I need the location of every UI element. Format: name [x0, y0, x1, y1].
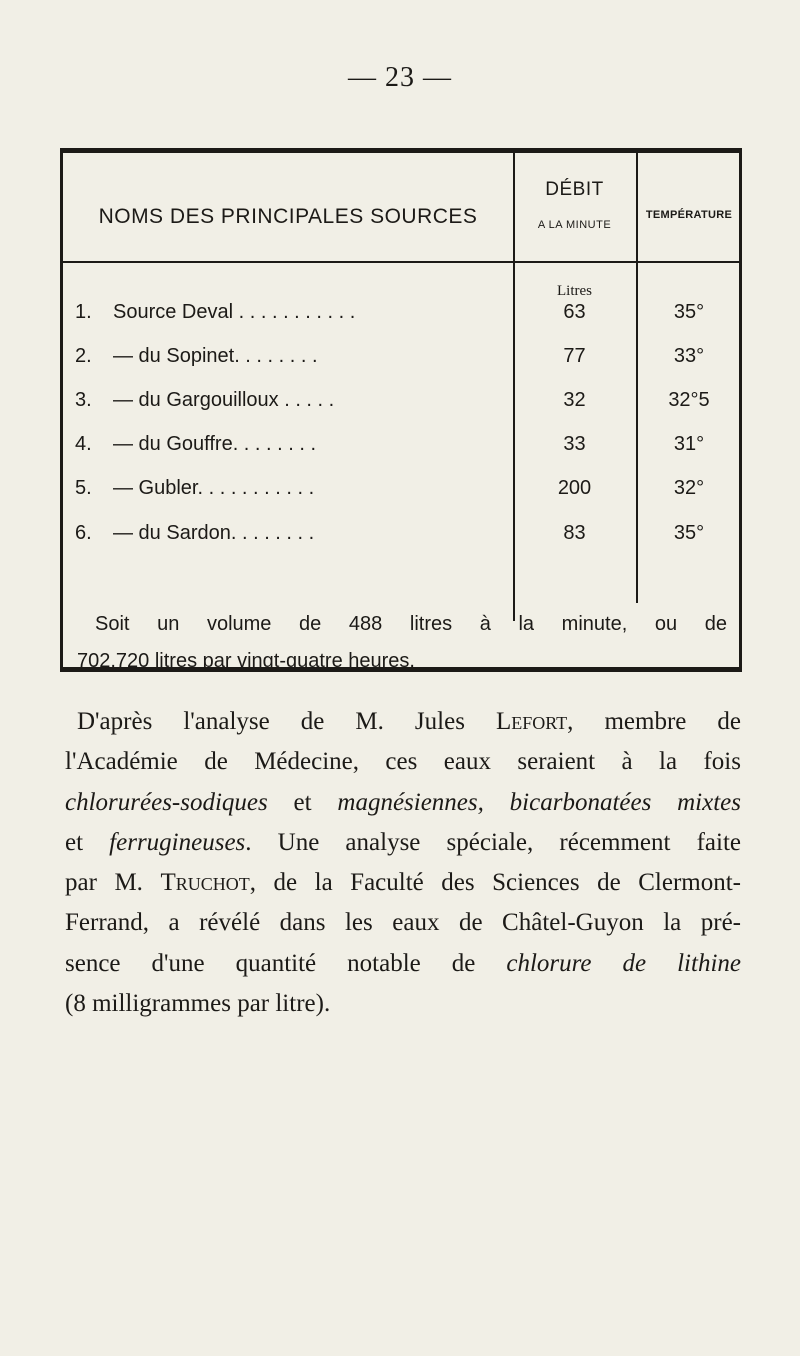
source-name: — du Gouffre. . . . . . . .	[113, 433, 317, 455]
source-name: — du Sopinet. . . . . . . .	[113, 345, 318, 367]
unit-label: Litres	[557, 283, 592, 299]
source-name: — Gubler. . . . . . . . . . .	[113, 477, 315, 499]
debit-value: 32	[563, 389, 586, 411]
table-row	[63, 345, 739, 381]
debit-value: 83	[563, 522, 586, 544]
temperature-value: 31°	[673, 433, 705, 455]
header-sources: NOMS DES PRINCIPALES SOURCES	[98, 205, 478, 228]
row-number: 1.	[75, 301, 92, 323]
row-number: 5.	[75, 477, 92, 499]
row-number: 2.	[75, 345, 92, 367]
total-line-1: Soit un volume de 488 litres à la minute, ou de	[95, 613, 727, 635]
paragraph-line: par M. Truchot, de la Faculté des Sciences de Clermont-	[65, 869, 741, 897]
source-name: — du Gargouilloux . . . . .	[113, 389, 335, 411]
debit-value: 200	[557, 477, 592, 499]
source-name: — du Sardon. . . . . . . .	[113, 522, 315, 544]
header-debit-sub: A LA MINUTE	[537, 219, 612, 231]
header-debit: DÉBIT	[545, 179, 604, 200]
debit-value: 63	[563, 301, 586, 323]
header-temperature: TEMPÉRATURE	[645, 209, 733, 221]
paragraph-line: Ferrand, a révélé dans les eaux de Châtel-Guyon la pré-	[65, 909, 741, 937]
body-paragraph	[65, 702, 741, 1024]
temperature-value: 33°	[673, 345, 705, 367]
paragraph-line: l'Académie de Médecine, ces eaux seraient à la fois	[65, 748, 741, 776]
row-number: 6.	[75, 522, 92, 544]
page-number: — 23 —	[348, 62, 452, 93]
paragraph-line: D'après l'analyse de M. Jules Lefort, membre de	[77, 708, 741, 735]
debit-value: 77	[563, 345, 586, 367]
author-name: Truchot	[160, 869, 250, 897]
table-row	[63, 522, 739, 558]
source-name: Source Deval . . . . . . . . . . .	[113, 301, 356, 323]
temperature-value: 32°5	[668, 389, 710, 411]
paragraph-line: sence d'une quantité notable de chlorure de lithine	[65, 949, 741, 977]
debit-value: 33	[563, 433, 586, 455]
row-number: 4.	[75, 433, 92, 455]
temperature-value: 35°	[673, 522, 705, 544]
paragraph-line: et ferrugineuses. Une analyse spéciale, récemment faite	[65, 828, 741, 856]
sources-table	[60, 148, 742, 672]
table-total	[77, 606, 727, 680]
author-name: Lefort	[495, 708, 568, 735]
row-number: 3.	[75, 389, 92, 411]
total-line-2: 702,720 litres par vingt-quatre heures.	[77, 650, 415, 672]
paragraph-line: chlorurées-sodiques et magnésiennes, bicarbonatées mixtes	[65, 788, 741, 816]
temperature-value: 32°	[673, 477, 705, 499]
table-row	[63, 389, 739, 425]
paragraph-line: (8 milligrammes par litre).	[65, 990, 331, 1018]
table-row	[63, 477, 739, 513]
table-row	[63, 301, 739, 337]
table-row	[63, 433, 739, 469]
temperature-value: 35°	[673, 301, 705, 323]
